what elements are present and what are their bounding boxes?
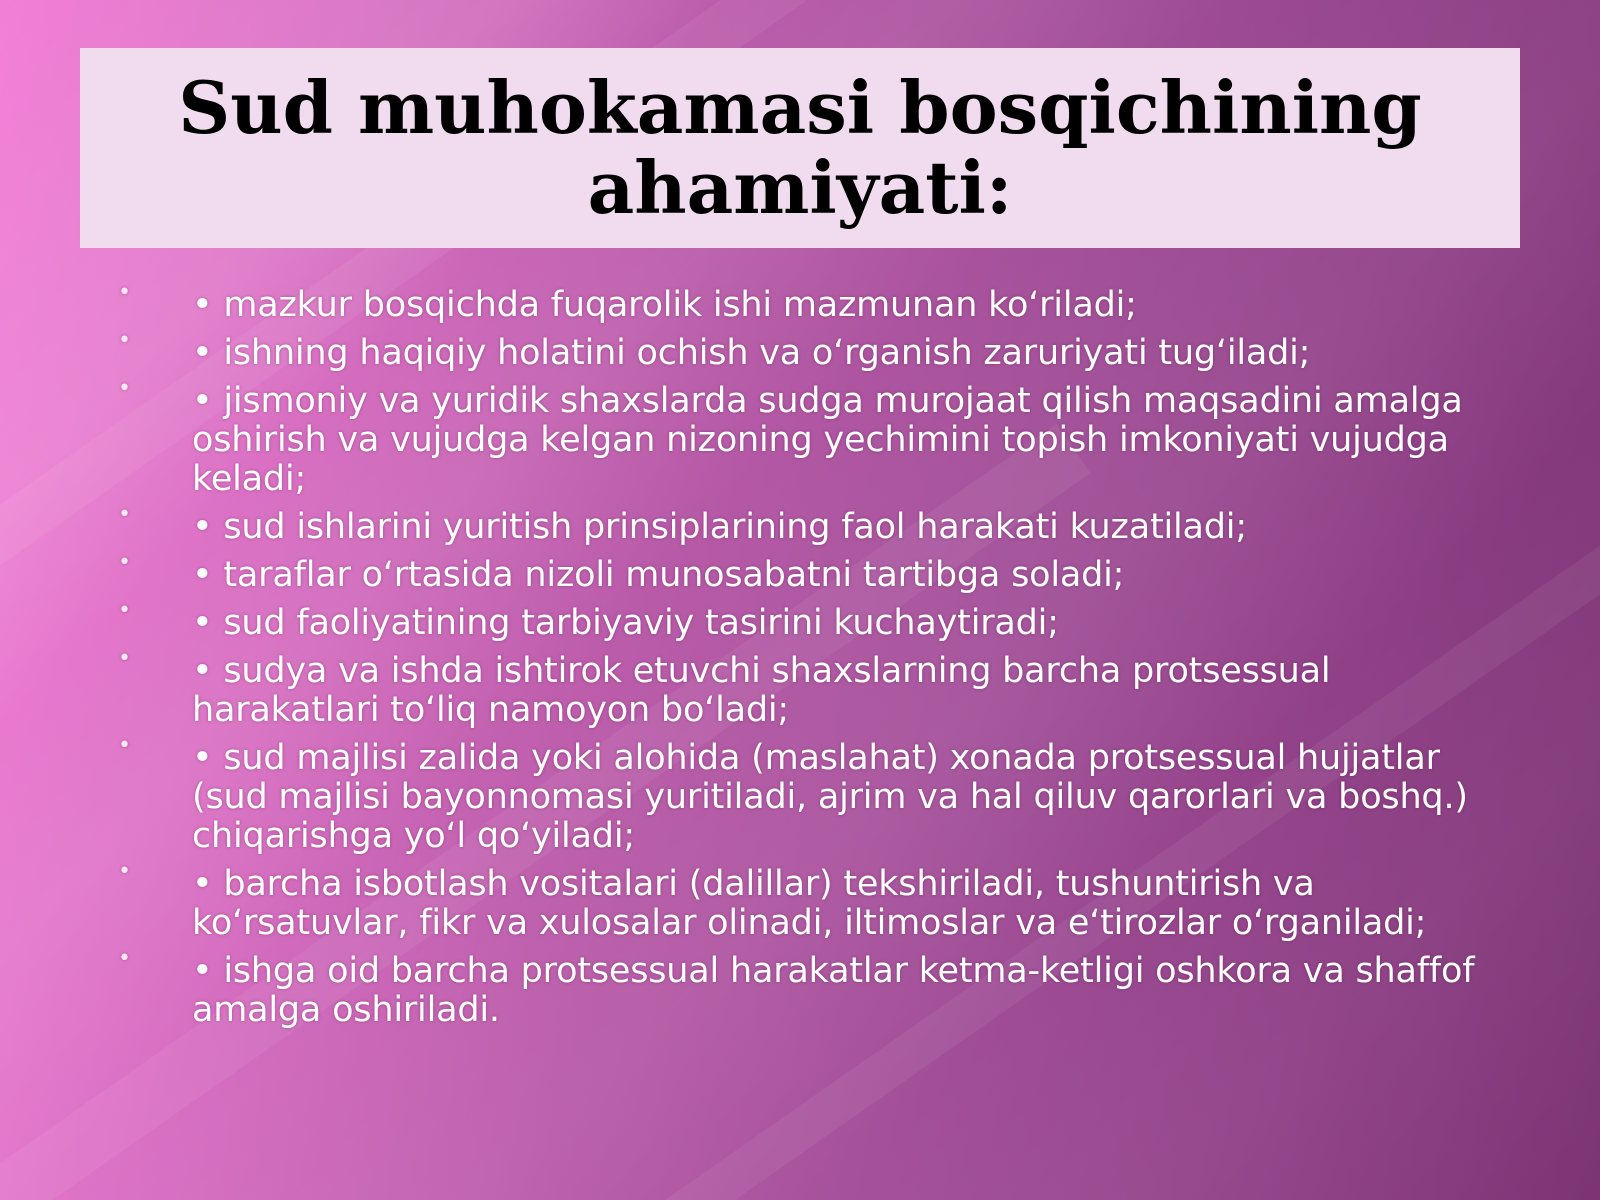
bullet-text: • ishning haqiqiy holatini ochish va oʻrganish zaruriyati tugʻiladi; — [192, 333, 1311, 373]
bullet-mark: • — [118, 328, 131, 353]
bullet-mark: • — [118, 646, 131, 671]
bullet-content — [112, 280, 1512, 1086]
slide-title: Sud muhokamasi bosqichining ahamiyati: — [178, 65, 1422, 230]
list-item — [112, 502, 1512, 547]
list-item — [112, 550, 1512, 595]
bullet-text: • ishga oid barcha protsessual harakatlar ketma-ketligi oshkora va shaffof amalga oshiriladi. — [192, 951, 1475, 1030]
list-item — [112, 859, 1512, 943]
list-item — [112, 646, 1512, 730]
bullet-text: • sud ishlarini yuritish prinsiplarining faol harakati kuzatiladi; — [192, 507, 1247, 547]
list-item — [112, 733, 1512, 856]
bullet-mark: • — [118, 502, 131, 527]
bullet-text: • sud majlisi zalida yoki alohida (maslahat) xonada protsessual hujjatlar (sud majlisi bayonnomasi yuritiladi, ajrim va hal qiluv qarorlari va boshq.) chiqarishga yoʻl qoʻyiladi; — [192, 738, 1468, 856]
bullet-text: • barcha isbotlash vositalari (dalillar) tekshiriladi, tushuntirish va koʻrsatuvlar, fikr va xulosalar olinadi, iltimoslar va eʻtirozlar oʻrganiladi; — [192, 864, 1427, 943]
list-item — [112, 376, 1512, 499]
bullet-text: • taraflar oʻrtasida nizoli munosabatni tartibga soladi; — [192, 555, 1125, 595]
bullet-mark: • — [118, 376, 131, 401]
bullet-text: • jismoniy va yuridik shaxslarda sudga murojaat qilish maqsadini amalga oshirish va vujudga kelgan nizoning yechimini topish imkoniyati vujudga keladi; — [192, 381, 1463, 499]
list-item — [112, 280, 1512, 325]
bullet-mark: • — [118, 946, 131, 971]
bullet-mark: • — [118, 598, 131, 623]
bullet-list — [112, 280, 1512, 1030]
bullet-mark: • — [118, 859, 131, 884]
bullet-mark: • — [118, 733, 131, 758]
bullet-mark: • — [118, 280, 131, 305]
bullet-mark: • — [118, 550, 131, 575]
bullet-text: • sud faoliyatining tarbiyaviy tasirini kuchaytiradi; — [192, 603, 1059, 643]
title-box — [80, 48, 1520, 248]
bullet-text: • sudya va ishda ishtirok etuvchi shaxslarning barcha protsessual harakatlari toʻliq namoyon boʻladi; — [192, 651, 1331, 730]
list-item — [112, 946, 1512, 1030]
list-item — [112, 328, 1512, 373]
list-item — [112, 598, 1512, 643]
bullet-text: • mazkur bosqichda fuqarolik ishi mazmunan koʻriladi; — [192, 285, 1137, 325]
